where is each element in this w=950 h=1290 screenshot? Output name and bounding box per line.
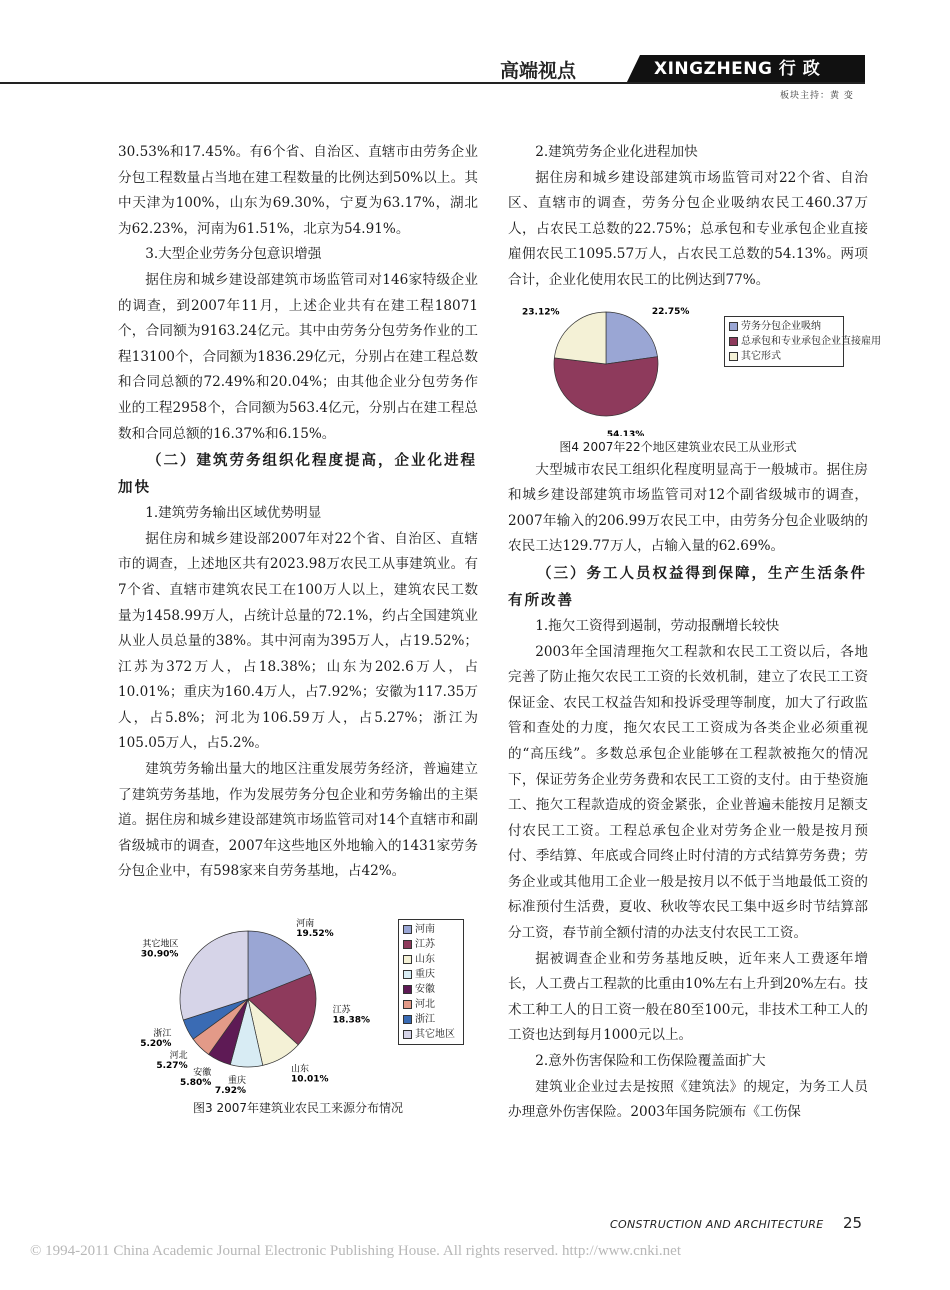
legend-label: 其它形式 <box>741 350 781 362</box>
pie-label-value: 23.12% <box>522 307 560 318</box>
legend-item <box>403 982 459 997</box>
pie-label-value: 54.13% <box>606 429 645 436</box>
paragraph: 据住房和城乡建设部2007年对22个省、自治区、直辖市的调查，上述地区共有2023.98万农民工从事建筑业。有7个省、直辖市建筑农民工在100万人以上，建筑农民工数量为1458.99万人，占统计总量的72.1%，约占全国建筑业从业人员总量的38%。其中河南为395万人，占19.52%；江苏为372万人，占18.38%；山东为202.6万人，占10.01%；重庆为160.4万人，占7.92%；安徽为117.35万人，占5.8%；河北为106.59万人，占5.27%；浙江为105.05万人，占5.2%。 <box>118 530 478 752</box>
figure-3-legend <box>398 919 464 1045</box>
page-number: 25 <box>843 1214 863 1232</box>
legend-swatch <box>403 1015 412 1024</box>
pie-label-name: 安徽 <box>193 1067 212 1078</box>
legend-label: 其它地区 <box>415 1029 455 1041</box>
pie-label-value: 30.90% <box>140 949 179 960</box>
legend-swatch <box>729 337 738 346</box>
pie-label-name: 河北 <box>169 1051 188 1062</box>
pie-label-value: 7.92% <box>214 1086 247 1097</box>
paragraph: 据住房和城乡建设部建筑市场监管司对22个省、自治区、直辖市的调查，劳务分包企业吸纳农民工460.37万人，占农民工总数的22.75%；总承包和专业承包企业直接雇佣农民工1095.57万人，占农民工总数的54.13%。两项合计，企业化使用农民工的比例达到77%。 <box>508 169 868 288</box>
legend-label: 河南 <box>415 924 435 936</box>
legend-swatch <box>403 985 412 994</box>
legend-swatch <box>729 352 738 361</box>
pie-slice-2 <box>554 356 658 415</box>
section-heading: （二）建筑劳务组织化程度提高，企业化进程加快 <box>118 452 477 497</box>
pie-label-name: 山东 <box>291 1064 310 1075</box>
figure-4-pie <box>508 296 728 436</box>
legend-item <box>729 349 839 364</box>
legend-item <box>403 952 459 967</box>
pie-label-value: 10.01% <box>291 1074 329 1085</box>
paragraph: 2003年全国清理拖欠工程款和农民工工资以后，各地完善了防止拖欠农民工工资的长效机制，建立了农民工工资保证金、农民工权益告知和投诉受理等制度，加大了行政监管和查处的力度，拖欠农民工工资成为各类企业必须重视的“高压线”。多数总承包企业能够在工程款被拖欠的情况下，保证劳务企业劳务费和农民工工资的支付。由于垫资施工、拖欠工程款造成的资金紧张，企业普遍未能按月足额支付农民工工资。工程总承包企业对劳务企业一般是按月预付、季结算、年底或合同终止时付清的方式结算劳务费；劳务企业或其他用工企业一般是按月以不低于当地最低工资的标准预付生活费，夏收、秋收等农民工集中返乡时节结算部分工资，春节前全额付清的办法支付农民工工资。 <box>508 643 868 942</box>
pie-label-name: 其它地区 <box>142 939 179 950</box>
pie-label-value: 18.38% <box>332 1015 371 1026</box>
figure-4-legend <box>724 316 881 367</box>
legend-item <box>729 319 839 334</box>
section-host: 板块主持：黄 变 <box>780 91 854 101</box>
header-rule <box>0 82 865 84</box>
figure-4-caption: 图4 2007年22个地区建筑业农民工从业形式 <box>559 439 797 454</box>
legend-label: 重庆 <box>415 969 435 981</box>
legend-swatch <box>403 970 412 979</box>
legend-item <box>403 937 459 952</box>
subheading: 3.大型企业劳务分包意识增强 <box>145 246 322 263</box>
pie-label-value: 19.52% <box>296 928 334 939</box>
figure-4 <box>508 296 881 458</box>
legend-swatch <box>403 925 412 934</box>
right-column <box>508 140 881 1126</box>
left-column <box>118 140 478 1119</box>
legend-item <box>403 1012 459 1027</box>
legend-label: 浙江 <box>415 1014 435 1026</box>
pie-label-name: 浙江 <box>153 1029 172 1040</box>
paragraph: 大型城市农民工组织化程度明显高于一般城市。据住房和城乡建设部建筑市场监管司对12个副省级城市的调查，2007年输入的206.99万农民工中，由劳务分包企业吸纳的农民工达129.77万人，占输入量的62.69%。 <box>508 461 868 555</box>
legend-swatch <box>729 322 738 331</box>
legend-item <box>403 967 459 982</box>
section-heading: （三）务工人员权益得到保障，生产生活条件有所改善 <box>508 564 867 609</box>
paragraph: 据住房和城乡建设部建筑市场监管司对146家特级企业的调查，到2007年11月，上述企业共有在建工程18071个，合同额为9163.24亿元。其中由劳务分包劳务作业的工程13100个，合同额为1836.29亿元，分别占在建工程总数和合同总额的72.49%和20.04%；由其他企业分包劳务作业的工程2958个，合同额为563.4亿元，分别占在建工程总数和合同总额的16.37%和6.15%。 <box>118 271 478 442</box>
pie-label-name: 河南 <box>296 918 315 929</box>
subheading: 1.建筑劳务输出区域优势明显 <box>145 505 322 522</box>
paragraph: 30.53%和17.45%。有6个省、自治区、直辖市由劳务企业分包工程数量占当地在建工程数量的比例达到50%以上。其中天津为100%，山东为69.30%，宁夏为63.17%，湖北为62.23%，河南为61.51%，北京为54.91%。 <box>118 144 478 237</box>
pie-slice-1 <box>606 312 657 364</box>
pie-label-value: 22.75% <box>651 306 690 317</box>
legend-label: 劳务分包企业吸纳 <box>741 320 821 332</box>
legend-item <box>403 922 459 937</box>
brand-banner: XINGZHENG 行 政 <box>640 55 865 84</box>
pie-label-value: 5.27% <box>156 1061 188 1072</box>
figure-3-pie <box>118 899 408 1099</box>
section-title: 高端视点 <box>500 60 577 82</box>
legend-label: 安徽 <box>415 984 435 996</box>
legend-label: 江苏 <box>415 939 435 951</box>
legend-item <box>403 1027 459 1042</box>
pie-label-name: 江苏 <box>332 1005 351 1016</box>
paragraph: 建筑劳务输出量大的地区注重发展劳务经济，普遍建立了建筑劳务基地，作为发展劳务分包企业和劳务输出的主渠道。据住房和城乡建设部建筑市场监管司对14个直辖市和副省级城市的调查，2007年这些地区外地输入的1431家劳务分包企业中，有598家来自劳务基地，占42%。 <box>118 761 478 880</box>
subheading: 1.拖欠工资得到遏制，劳动报酬增长较快 <box>535 617 780 634</box>
subheading: 2.建筑劳务企业化进程加快 <box>535 144 698 160</box>
legend-swatch <box>403 1000 412 1009</box>
legend-item <box>403 997 459 1012</box>
journal-name: CONSTRUCTION AND ARCHITECTURE <box>610 1218 824 1231</box>
legend-label: 山东 <box>415 954 435 966</box>
legend-label: 总承包和专业承包企业直接雇用 <box>741 335 881 347</box>
pie-label-name: 重庆 <box>228 1076 247 1087</box>
legend-label: 河北 <box>415 999 435 1011</box>
figure-3 <box>118 899 478 1119</box>
legend-item <box>729 334 881 349</box>
paragraph: 建筑业企业过去是按照《建筑法》的规定，为务工人员办理意外伤害保险。2003年国务院颁布《工伤保 <box>508 1078 868 1121</box>
pie-label-value: 5.80% <box>180 1077 212 1088</box>
legend-swatch <box>403 940 412 949</box>
figure-3-caption: 图3 2007年建筑业农民工来源分布情况 <box>193 1101 403 1116</box>
copyright-watermark: © 1994-2011 China Academic Journal Electronic Publishing House. All rights reserved. http://www.cnki.net <box>30 1243 682 1259</box>
legend-swatch <box>403 955 412 964</box>
paragraph: 据被调查企业和劳务基地反映，近年来人工费逐年增长，人工费占工程款的比重由10%左右上升到20%左右。技术工种工人的日工资一般在80至100元，非技术工种工人的工资也达到每月1000元以上。 <box>508 950 868 1044</box>
pie-label-value: 5.20% <box>140 1039 172 1050</box>
legend-swatch <box>403 1030 412 1039</box>
pie-slice-3 <box>554 312 606 364</box>
subheading: 2.意外伤害保险和工伤保险覆盖面扩大 <box>535 1053 766 1070</box>
